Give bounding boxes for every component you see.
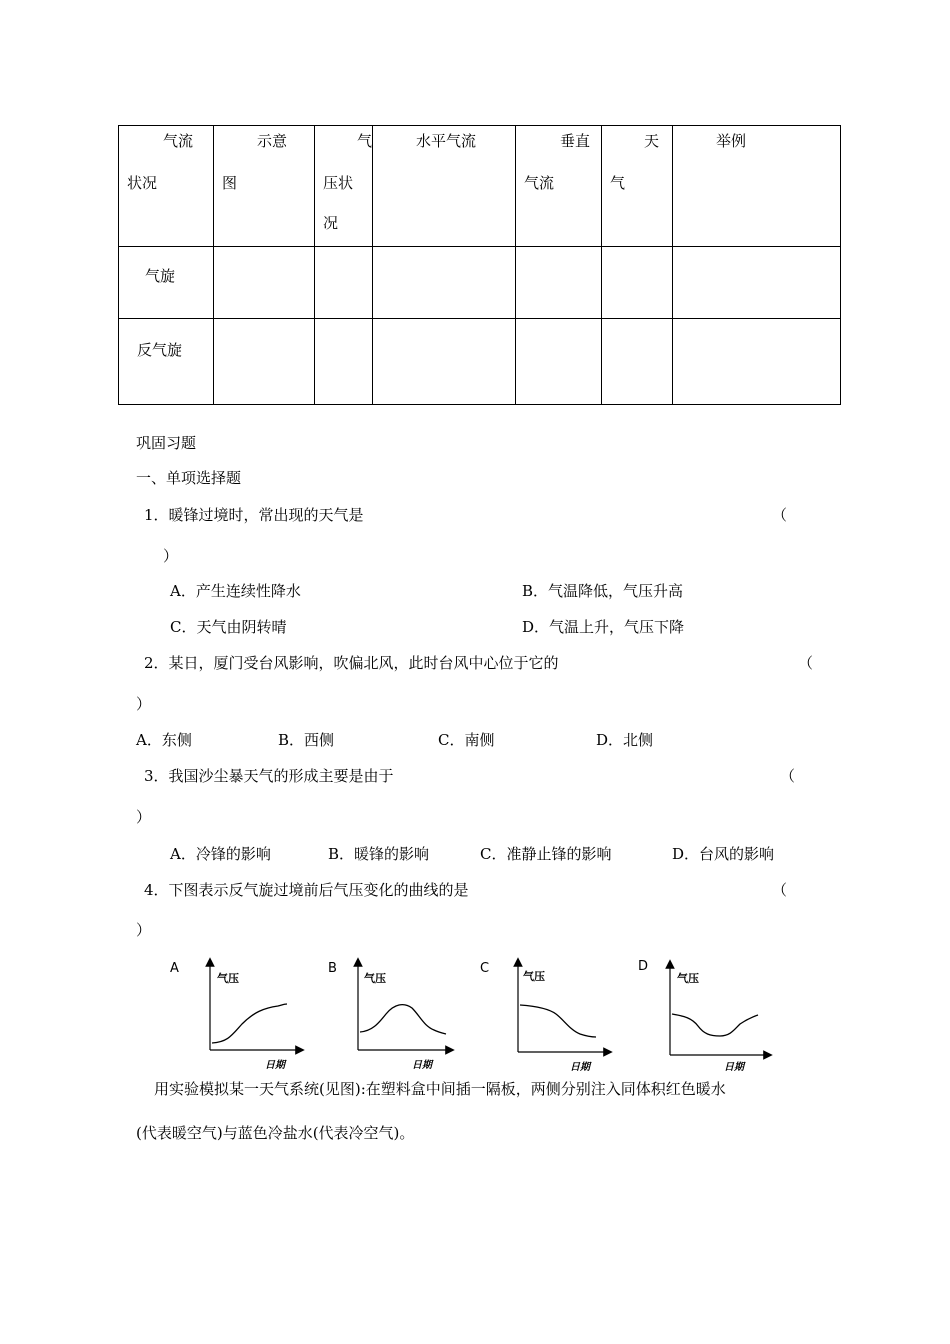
question-2-option-b[interactable]: B．西侧 bbox=[278, 731, 335, 749]
header-cell-example bbox=[673, 126, 841, 247]
header-airflow-line2: 状况 bbox=[127, 174, 158, 192]
header-cell-weather bbox=[602, 126, 673, 247]
question-3-paren-open: （ bbox=[780, 767, 796, 785]
figure-d-curve bbox=[672, 1014, 758, 1036]
question-4-stem: 4．下图表示反气旋过境前后气压变化的曲线的是 bbox=[144, 881, 469, 899]
table-cell bbox=[602, 319, 673, 405]
experiment-paragraph-line2: (代表暖空气)与蓝色冷盐水(代表冷空气)。 bbox=[136, 1124, 415, 1142]
table-cell bbox=[214, 247, 315, 319]
question-2-option-c[interactable]: C．南侧 bbox=[438, 731, 495, 749]
row-label-text: 气旋 bbox=[145, 267, 176, 285]
pressure-curve-figures bbox=[150, 950, 790, 1080]
header-cell-airflow bbox=[119, 126, 214, 247]
figure-c-label: C bbox=[480, 961, 490, 976]
figure-b-ylabel: 气压 bbox=[364, 972, 386, 985]
figure-b[interactable] bbox=[328, 961, 450, 1071]
header-diagram-line2: 图 bbox=[222, 174, 238, 192]
question-1-option-a[interactable]: A．产生连续性降水 bbox=[170, 582, 301, 600]
header-cell-vertical bbox=[516, 126, 602, 247]
question-2-paren-close: ） bbox=[136, 695, 152, 713]
question-2-stem: 2．某日，厦门受台风影响，吹偏北风，此时台风中心位于它的 bbox=[144, 654, 559, 672]
question-1-paren-open: （ bbox=[772, 506, 788, 524]
table-cell bbox=[516, 247, 602, 319]
row-label-cyclone bbox=[119, 247, 214, 319]
figure-a-ylabel: 气压 bbox=[217, 972, 239, 985]
figure-a[interactable] bbox=[170, 961, 300, 1071]
header-pressure-line1: 气 bbox=[357, 132, 373, 150]
figure-b-label: B bbox=[328, 961, 337, 976]
question-3-option-d[interactable]: D．台风的影响 bbox=[672, 845, 775, 863]
question-3-option-b[interactable]: B．暖锋的影响 bbox=[328, 845, 430, 863]
table-cell bbox=[602, 247, 673, 319]
question-4-paren-close: ） bbox=[136, 921, 152, 939]
header-horizontal-text: 水平气流 bbox=[416, 132, 477, 150]
figure-c-curve bbox=[520, 1005, 596, 1037]
header-airflow-line1: 气流 bbox=[163, 132, 194, 150]
question-3-paren-close: ） bbox=[136, 808, 152, 826]
question-1-option-d[interactable]: D．气温上升，气压下降 bbox=[522, 618, 685, 636]
section-subtitle: 一、单项选择题 bbox=[136, 469, 242, 487]
question-1-option-c[interactable]: C．天气由阴转晴 bbox=[170, 618, 287, 636]
section-title: 巩固习题 bbox=[136, 434, 197, 452]
question-2-paren-open: （ bbox=[798, 654, 814, 672]
figure-c[interactable] bbox=[480, 961, 608, 1073]
figure-a-xlabel: 日期 bbox=[265, 1060, 285, 1071]
header-cell-horizontal bbox=[373, 126, 516, 247]
header-example-text: 举例 bbox=[716, 132, 747, 150]
question-2-option-d[interactable]: D．北侧 bbox=[596, 731, 654, 749]
table-cell bbox=[315, 319, 373, 405]
table-row-anticyclone bbox=[119, 319, 841, 405]
table-row-cyclone bbox=[119, 247, 841, 319]
figure-a-label: A bbox=[170, 961, 179, 976]
figure-a-curve bbox=[212, 1004, 287, 1043]
figure-b-xlabel: 日期 bbox=[412, 1060, 432, 1071]
figure-d-label: D bbox=[638, 959, 649, 974]
table-cell bbox=[373, 247, 516, 319]
question-1-option-b[interactable]: B．气温降低，气压升高 bbox=[522, 582, 684, 600]
figure-d-xlabel: 日期 bbox=[724, 1062, 744, 1073]
question-3-option-c[interactable]: C．准静止锋的影响 bbox=[480, 845, 612, 863]
header-cell-diagram bbox=[214, 126, 315, 247]
header-pressure-line2: 压状 bbox=[323, 174, 354, 192]
question-1-paren-close: ） bbox=[163, 547, 179, 565]
figure-d-ylabel: 气压 bbox=[677, 972, 699, 985]
header-cell-pressure bbox=[315, 126, 373, 247]
question-1-stem: 1．暖锋过境时，常出现的天气是 bbox=[144, 506, 364, 524]
table-cell bbox=[214, 319, 315, 405]
table-cell bbox=[516, 319, 602, 405]
figure-c-ylabel: 气压 bbox=[523, 970, 545, 983]
figure-c-xlabel: 日期 bbox=[570, 1062, 590, 1073]
row-label-text: 反气旋 bbox=[137, 341, 183, 359]
experiment-paragraph-line1: 用实验模拟某一天气系统(见图):在塑料盒中间插一隔板，两侧分别注入同体积红色暖水 bbox=[154, 1080, 726, 1098]
weather-system-table bbox=[118, 125, 841, 405]
header-pressure-line3: 况 bbox=[323, 214, 339, 232]
question-4-paren-open: （ bbox=[772, 881, 788, 899]
row-label-anticyclone bbox=[119, 319, 214, 405]
figure-b-curve bbox=[360, 1005, 446, 1034]
table-cell bbox=[373, 319, 516, 405]
table-cell bbox=[673, 319, 841, 405]
table-cell bbox=[673, 247, 841, 319]
question-3-option-a[interactable]: A．冷锋的影响 bbox=[170, 845, 271, 863]
question-2-option-a[interactable]: A．东侧 bbox=[136, 731, 192, 749]
table-header-row bbox=[119, 126, 841, 247]
header-vertical-line2: 气流 bbox=[524, 174, 555, 192]
figure-d[interactable] bbox=[638, 959, 768, 1073]
header-vertical-line1: 垂直 bbox=[560, 132, 591, 150]
table-cell bbox=[315, 247, 373, 319]
header-diagram-line1: 示意 bbox=[257, 132, 288, 150]
question-3-stem: 3．我国沙尘暴天气的形成主要是由于 bbox=[144, 767, 394, 785]
header-weather-line2: 气 bbox=[610, 174, 626, 192]
header-weather-line1: 天 bbox=[644, 132, 660, 150]
